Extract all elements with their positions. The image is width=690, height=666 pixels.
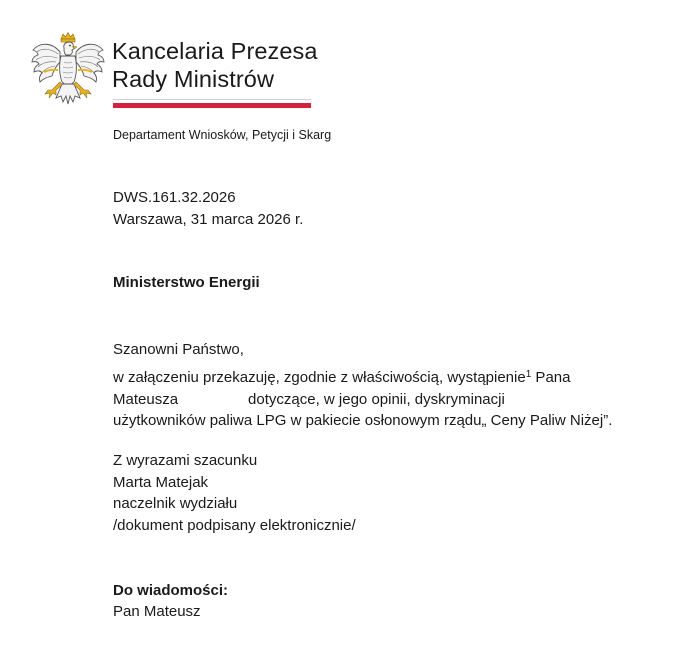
place-and-date: Warszawa, 31 marca 2026 r. <box>113 210 304 228</box>
reference-block <box>113 187 303 230</box>
body-line-2-start: Mateusza <box>113 390 179 408</box>
salutation: Szanowni Państwo, <box>113 341 244 358</box>
cc-recipient: Pan Mateusz <box>113 603 201 620</box>
eagle-emblem-icon <box>30 32 106 112</box>
body-line-1-end: Pana <box>531 369 571 386</box>
body-line-2 <box>113 389 612 411</box>
footnote-mark: 1 <box>525 369 532 380</box>
flag-red-stripe <box>113 103 311 108</box>
cc-title: Do wiadomości: <box>113 582 229 599</box>
crown-icon <box>61 33 75 43</box>
body-line-1 <box>113 367 612 389</box>
signature-note: /dokument podpisany elektronicznie/ <box>113 516 356 534</box>
signature-block <box>113 450 356 536</box>
org-name-line-2: Rady Ministrów <box>112 66 275 92</box>
body-line-2-end: dotyczące, w jego opinii, dyskryminacji <box>248 390 505 408</box>
closing: Z wyrazami szacunku <box>113 452 258 469</box>
case-number: DWS.161.32.2026 <box>113 189 236 206</box>
org-name-line-1: Kancelaria Prezesa <box>112 38 318 64</box>
department-name: Departament Wniosków, Petycji i Skarg <box>113 128 332 142</box>
body-line-3: użytkowników paliwa LPG w pakiecie osłonowym rządu„ Ceny Paliw Niżej”. <box>113 412 613 429</box>
body-line-1-text: w załączeniu przekazuję, zgodnie z właściwością, wystąpienie <box>113 369 526 386</box>
signatory-position: naczelnik wydziału <box>113 495 238 512</box>
recipient: Ministerstwo Energii <box>113 274 260 291</box>
national-colors-bar <box>113 99 311 108</box>
letter-body <box>113 367 612 432</box>
organization-name <box>112 37 318 93</box>
signatory-name: Marta Matejak <box>113 473 209 491</box>
